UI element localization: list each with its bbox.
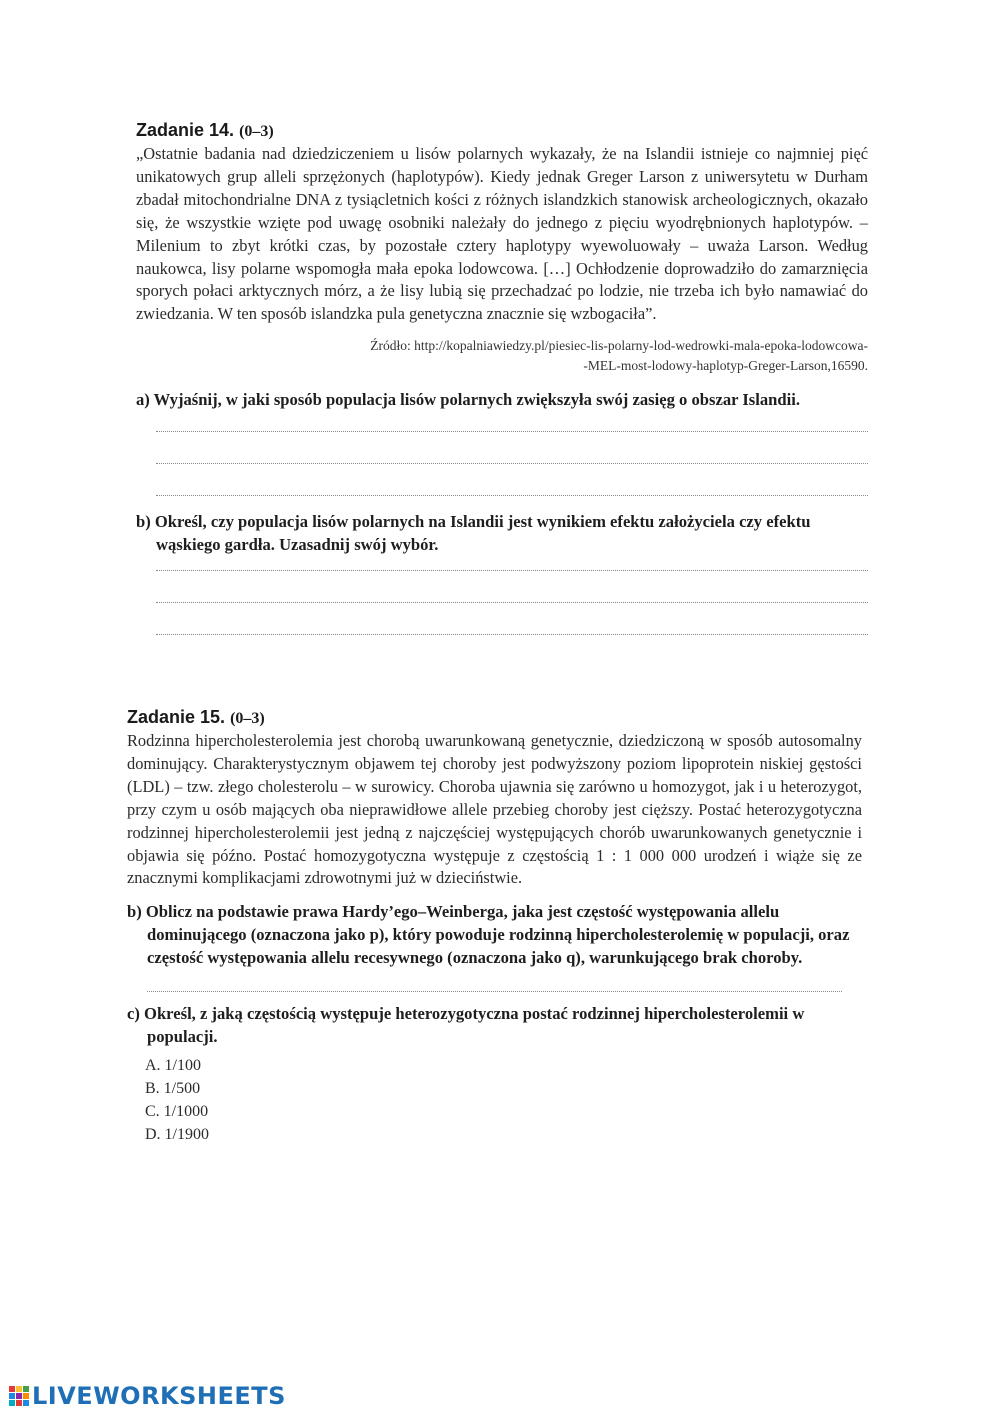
option-b[interactable]: B. 1/500 — [145, 1080, 201, 1098]
task-14-title: Zadanie 14. — [136, 120, 235, 140]
task-14-text: „Ostatnie badania nad dziedziczeniem u lisów polarnych wykazały, że na Islandii istnieje co najmniej pięć unikatowych grup alleli sprzężonych (haplotypów). Kiedy jednak Greger Larson z uniwersytetu w Durham zbadał mitochondrialne DNA z tysiącletnich kości z różnych islandzkich stanowisk archeologicznych, okazało się, że wszystkie wzięte pod uwagę osobniki należały do jednego z pięciu wyodrębnionych haplotypów. – Milenium to zbyt krótki czas, by pozostałe cztery haplotypy wyewoluowały – uważa Larson. Według naukowca, lisy polarne wspomogła mała epoka lodowcowa. […] Ochłodzenie doprowadziło do zamarznięcia sporych połaci arktycznych mórz, a że lisy lubią się przechadzać po lodzie, nie trzeba ich było namawiać do zwiedzania. W ten sposób islandzka pula genetyczna znacznie się wzbogaciła”. — [136, 144, 868, 324]
task-14-points: (0–3) — [239, 123, 274, 140]
answer-line[interactable] — [147, 991, 842, 992]
answer-line[interactable] — [156, 463, 868, 464]
answer-line[interactable] — [156, 634, 868, 635]
question-14b: b) Określ, czy populacja lisów polarnych na Islandii jest wynikiem efektu założyciela czy efektu wąskiego gardła. Uzasadnij swój wybór. — [136, 512, 811, 555]
source-line-2: -MEL-most-lodowy-haplotyp-Greger-Larson,16590. — [583, 358, 868, 374]
task-14-heading — [136, 120, 868, 141]
answer-area-14b[interactable] — [136, 570, 868, 635]
option-d[interactable]: D. 1/1900 — [145, 1126, 209, 1144]
brand-name: LIVEWORKSHEETS — [32, 1382, 286, 1410]
task-15-title: Zadanie 15. — [127, 707, 226, 727]
question-15b: b) Oblicz na podstawie prawa Hardy’ego–Weinberga, jaka jest częstość występowania allelu dominującego (oznaczona jako p), który powoduje rodzinną hipercholesterolemię w populacji, oraz częstość występowania allelu recesywnego (oznaczona jako q), warunkującego brak choroby. — [127, 902, 850, 968]
liveworksheets-logo — [8, 1380, 286, 1412]
option-c[interactable]: C. 1/1000 — [145, 1103, 209, 1121]
answer-line[interactable] — [156, 495, 868, 496]
answer-options — [127, 1054, 862, 1146]
answer-area-15b[interactable] — [127, 991, 862, 992]
source-line-1: Źródło: http://kopalniawiedzy.pl/piesiec-lis-polarny-lod-wedrowki-mala-epoka-lodowcowa- — [370, 338, 868, 354]
task-15-text: Rodzinna hipercholesterolemia jest chorobą uwarunkowaną genetycznie, dziedziczoną w sposób autosomalny dominujący. Charakterystycznym objawem tej choroby jest podwyższony poziom lipoprotein niskiej gęstości (LDL) – tzw. złego cholesterolu – w surowicy. Choroba ujawnia się zarówno u homozygot, jak i u heterozygot, przy czym u osób mających oba nieprawidłowe allele przebieg choroby jest cięższy. Postać heterozygotyczna rodzinnej hipercholesterolemii jest jedną z najczęściej występujących chorób uwarunkowanych genetycznie i objawia się późno. Postać homozygotyczna występuje z częstością 1 : 1 000 000 urodzeń i wiąże się ze znacznymi komplikacjami zdrowotnymi już w dzieciństwie. — [127, 731, 862, 888]
question-15c: c) Określ, z jaką częstością występuje heterozygotyczna postać rodzinnej hipercholesterolemii w populacji. — [127, 1004, 805, 1047]
answer-line[interactable] — [156, 602, 868, 603]
task-15 — [127, 707, 862, 1146]
question-14a: a) Wyjaśnij, w jaki sposób populacja lisów polarnych zwiększyła swój zasięg o obszar Islandii. — [136, 390, 800, 410]
answer-line[interactable] — [156, 431, 868, 432]
option-a[interactable]: A. 1/100 — [145, 1057, 201, 1075]
task-15-points: (0–3) — [230, 710, 265, 727]
task-15-heading — [127, 707, 862, 728]
task-14 — [136, 120, 868, 635]
task-14-source — [136, 336, 868, 376]
liveworksheets-logo-icon — [8, 1383, 30, 1409]
answer-line[interactable] — [156, 570, 868, 571]
answer-area-14a[interactable] — [136, 431, 868, 496]
